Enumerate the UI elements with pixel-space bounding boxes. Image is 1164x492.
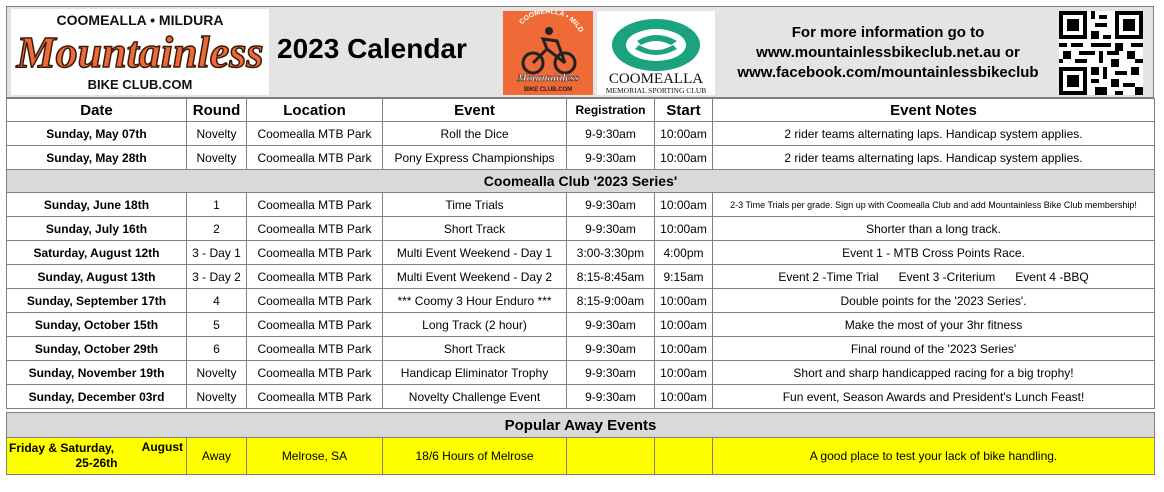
row-date: Sunday, May 28th	[7, 146, 187, 170]
row-event: Multi Event Weekend - Day 1	[383, 241, 567, 265]
row-date: Sunday, October 15th	[7, 313, 187, 337]
row-registration: 9-9:30am	[567, 337, 655, 361]
row-date	[7, 438, 187, 475]
row-notes: 2-3 Time Trials per grade. Sign up with Coomealla Club and add Mountainless Bike Club membership!	[713, 193, 1155, 217]
series-section-row	[7, 170, 1155, 193]
website-link[interactable]: www.mountainlessbikeclub.net.au or	[756, 44, 1020, 61]
row-event: Time Trials	[383, 193, 567, 217]
table-row	[7, 241, 1155, 265]
row-registration: 9-9:30am	[567, 193, 655, 217]
row-date: Sunday, July 16th	[7, 217, 187, 241]
column-header-location: Location	[247, 99, 383, 122]
logo-tagline-bottom: BIKE CLUB.COM	[87, 77, 193, 92]
row-notes: Fun event, Season Awards and President's Lunch Feast!	[713, 385, 1155, 409]
calendar-header	[6, 6, 1154, 98]
mountainless-logo-art	[11, 9, 269, 95]
info-text	[719, 23, 1057, 83]
row-date: Sunday, September 17th	[7, 289, 187, 313]
qr-code-icon	[1059, 11, 1143, 95]
column-header-round: Round	[187, 99, 247, 122]
row-start: 10:00am	[655, 289, 713, 313]
row-location: Melrose, SA	[247, 438, 383, 475]
table-row	[7, 146, 1155, 170]
qr-code[interactable]	[1059, 11, 1143, 95]
row-start: 10:00am	[655, 313, 713, 337]
away-date-line-1: Friday & Saturday,	[9, 441, 115, 455]
coomealla-logo	[597, 11, 715, 95]
row-location: Coomealla MTB Park	[247, 337, 383, 361]
table-row	[7, 265, 1155, 289]
row-registration: 9-9:30am	[567, 361, 655, 385]
row-notes: 2 rider teams alternating laps. Handicap system applies.	[713, 122, 1155, 146]
row-notes: Double points for the '2023 Series'.	[713, 289, 1155, 313]
row-registration: 8:15-9:00am	[567, 289, 655, 313]
logo-tagline-top: COOMEALLA • MILDURA	[56, 12, 224, 28]
row-event: Short Track	[383, 337, 567, 361]
row-start: 10:00am	[655, 361, 713, 385]
row-notes: 2 rider teams alternating laps. Handicap system applies.	[713, 146, 1155, 170]
row-notes: A good place to test your lack of bike handling.	[713, 438, 1155, 475]
column-header-registration: Registration	[567, 99, 655, 122]
row-location: Coomealla MTB Park	[247, 122, 383, 146]
row-notes: Event 1 - MTB Cross Points Race.	[713, 241, 1155, 265]
row-event: 18/6 Hours of Melrose	[383, 438, 567, 475]
row-event: Short Track	[383, 217, 567, 241]
club-logo-wordmark: Mountainless	[517, 72, 579, 84]
row-event: Roll the Dice	[383, 122, 567, 146]
row-event: *** Coomy 3 Hour Enduro ***	[383, 289, 567, 313]
row-round: Novelty	[187, 385, 247, 409]
row-event: Novelty Challenge Event	[383, 385, 567, 409]
mountainless-logo	[11, 9, 269, 95]
row-registration: 9-9:30am	[567, 217, 655, 241]
row-registration: 9-9:30am	[567, 122, 655, 146]
coomealla-emblem-icon	[597, 11, 715, 95]
row-start: 10:00am	[655, 385, 713, 409]
row-round: 3 - Day 1	[187, 241, 247, 265]
column-header-event: Event	[383, 99, 567, 122]
row-date: Saturday, August 12th	[7, 241, 187, 265]
row-location: Coomealla MTB Park	[247, 361, 383, 385]
row-round: Novelty	[187, 361, 247, 385]
row-round: 2	[187, 217, 247, 241]
club-rider-logo	[503, 11, 593, 95]
page-title: 2023 Calendar	[277, 33, 467, 64]
table-row	[7, 289, 1155, 313]
table-row	[7, 438, 1155, 475]
away-events-table	[6, 412, 1155, 475]
calendar-table	[6, 98, 1155, 409]
row-registration: 3:00-3:30pm	[567, 241, 655, 265]
svg-text:COOMEALLA • MILDURA	[503, 11, 584, 34]
series-section-title: Coomealla Club '2023 Series'	[7, 170, 1155, 193]
row-event: Handicap Eliminator Trophy	[383, 361, 567, 385]
row-round: 5	[187, 313, 247, 337]
info-line-1: For more information go to	[791, 24, 985, 41]
row-start: 10:00am	[655, 193, 713, 217]
row-round: 3 - Day 2	[187, 265, 247, 289]
row-location: Coomealla MTB Park	[247, 289, 383, 313]
row-event: Long Track (2 hour)	[383, 313, 567, 337]
away-section-title: Popular Away Events	[7, 413, 1155, 438]
row-notes: Short and sharp handicapped racing for a big trophy!	[713, 361, 1155, 385]
away-date-month: August	[141, 440, 183, 454]
row-location: Coomealla MTB Park	[247, 217, 383, 241]
table-row	[7, 122, 1155, 146]
row-event: Multi Event Weekend - Day 2	[383, 265, 567, 289]
row-round: 4	[187, 289, 247, 313]
table-row	[7, 361, 1155, 385]
bike-rider-icon	[503, 11, 593, 95]
row-notes: Make the most of your 3hr fitness	[713, 313, 1155, 337]
table-header-row	[7, 99, 1155, 122]
column-header-start: Start	[655, 99, 713, 122]
table-row	[7, 193, 1155, 217]
row-location: Coomealla MTB Park	[247, 313, 383, 337]
row-start	[655, 438, 713, 475]
row-round: 1	[187, 193, 247, 217]
row-registration	[567, 438, 655, 475]
row-registration: 8:15-8:45am	[567, 265, 655, 289]
row-date: Sunday, August 13th	[7, 265, 187, 289]
row-round: Novelty	[187, 122, 247, 146]
table-row	[7, 217, 1155, 241]
row-registration: 9-9:30am	[567, 313, 655, 337]
column-header-notes: Event Notes	[713, 99, 1155, 122]
row-location: Coomealla MTB Park	[247, 265, 383, 289]
row-location: Coomealla MTB Park	[247, 241, 383, 265]
away-section-row	[7, 413, 1155, 438]
club-logo-sub: BIKE CLUB.COM	[523, 87, 573, 93]
row-location: Coomealla MTB Park	[247, 385, 383, 409]
club-logo-arc-text: COOMEALLA • MILD	[518, 11, 585, 34]
row-event: Pony Express Championships	[383, 146, 567, 170]
row-round: Novelty	[187, 146, 247, 170]
row-date: Sunday, May 07th	[7, 122, 187, 146]
row-round: 6	[187, 337, 247, 361]
row-start: 10:00am	[655, 217, 713, 241]
row-date: Sunday, June 18th	[7, 193, 187, 217]
row-start: 10:00am	[655, 146, 713, 170]
row-start: 4:00pm	[655, 241, 713, 265]
row-round: Away	[187, 438, 247, 475]
row-location: Coomealla MTB Park	[247, 146, 383, 170]
row-date: Sunday, November 19th	[7, 361, 187, 385]
logo-wordmark: Mountainless	[16, 28, 264, 77]
row-date: Sunday, October 29th	[7, 337, 187, 361]
facebook-link[interactable]: www.facebook.com/mountainlessbikeclub	[737, 64, 1039, 81]
row-notes: Event 2 -Time Trial Event 3 -Criterium Event 4 -BBQ	[713, 265, 1155, 289]
row-notes: Shorter than a long track.	[713, 217, 1155, 241]
row-location: Coomealla MTB Park	[247, 193, 383, 217]
table-row	[7, 313, 1155, 337]
row-notes: Final round of the '2023 Series'	[713, 337, 1155, 361]
row-date: Sunday, December 03rd	[7, 385, 187, 409]
coomealla-sub: MEMORIAL SPORTING CLUB	[605, 86, 707, 95]
row-start: 9:15am	[655, 265, 713, 289]
away-date-line-2: 25-26th	[75, 456, 118, 470]
table-row	[7, 337, 1155, 361]
table-row	[7, 385, 1155, 409]
row-registration: 9-9:30am	[567, 385, 655, 409]
row-start: 10:00am	[655, 337, 713, 361]
column-header-date: Date	[7, 99, 187, 122]
row-start: 10:00am	[655, 122, 713, 146]
coomealla-name: COOMEALLA	[608, 71, 704, 87]
row-registration: 9-9:30am	[567, 146, 655, 170]
